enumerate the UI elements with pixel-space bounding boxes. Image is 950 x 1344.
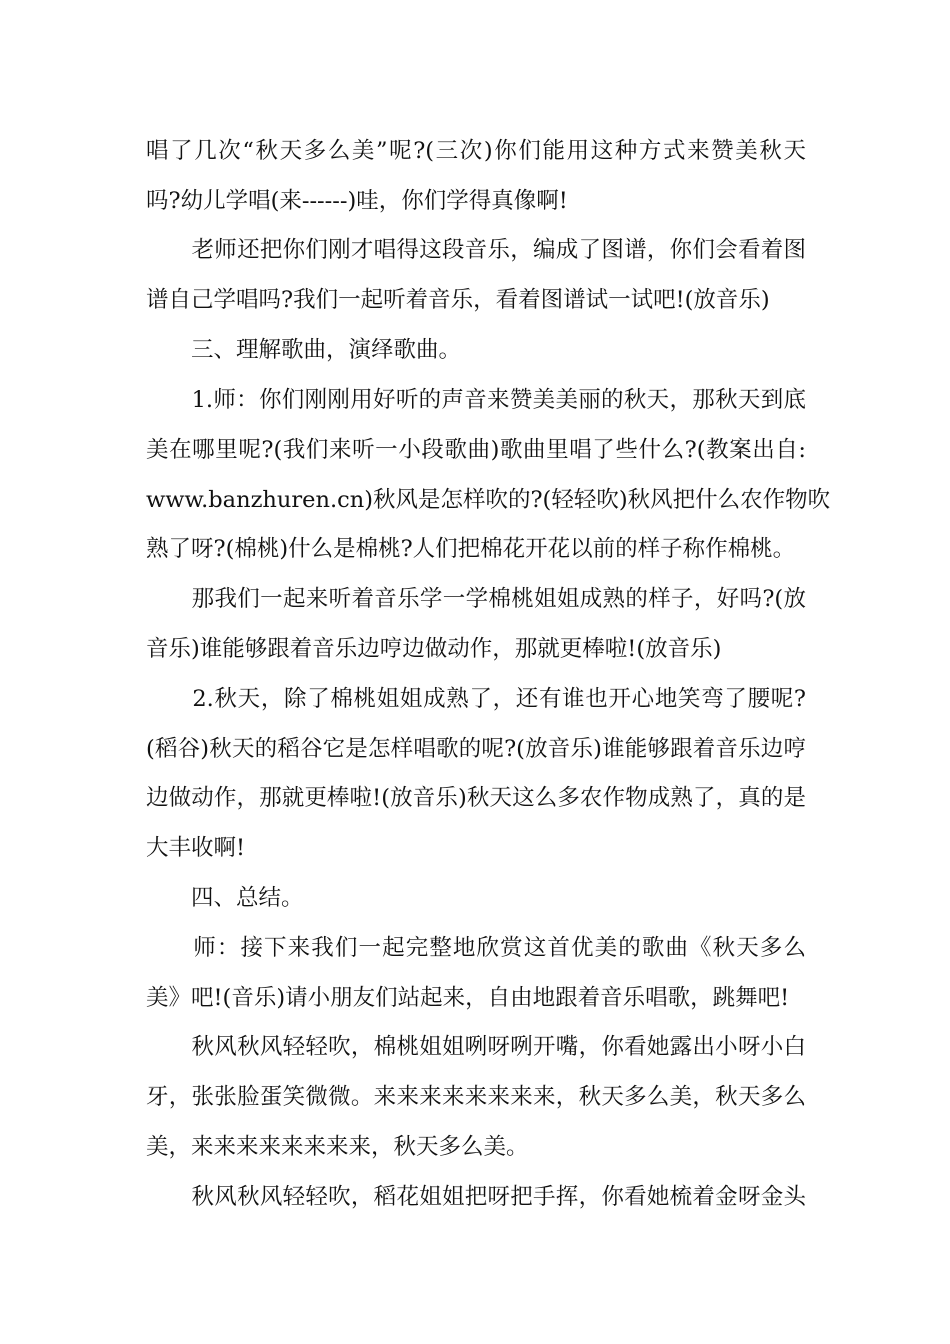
lyrics-line: 牙，张张脸蛋笑微微。来来来来来来来来，秋天多么美，秋天多么 — [146, 1084, 806, 1110]
body-text-line: 美在哪里呢?(我们来听一小段歌曲)歌曲里唱了些什么?(教案出自: — [146, 437, 806, 463]
body-text-line: (稻谷)秋天的稻谷它是怎样唱歌的呢?(放音乐)谁能够跟着音乐边哼 — [146, 736, 806, 762]
section-heading: 三、理解歌曲，演绎歌曲。 — [146, 337, 462, 363]
body-text-line: 唱了几次“秋天多么美”呢?(三次)你们能用这种方式来赞美秋天 — [146, 138, 806, 164]
body-text-line: 1.师：你们刚刚用好听的声音来赞美美丽的秋天，那秋天到底 — [146, 387, 806, 413]
lyrics-line: 秋风秋风轻轻吹，稻花姐姐把呀把手挥，你看她梳着金呀金头 — [146, 1184, 806, 1210]
lyrics-line: 美，来来来来来来来来，秋天多么美。 — [146, 1134, 529, 1160]
body-text-line: 美》吧!(音乐)请小朋友们站起来，自由地跟着音乐唱歌，跳舞吧! — [146, 985, 790, 1011]
body-text-line: 师：接下来我们一起完整地欣赏这首优美的歌曲《秋天多么 — [146, 935, 806, 961]
lyrics-line: 秋风秋风轻轻吹，棉桃姐姐咧呀咧开嘴，你看她露出小呀小白 — [146, 1034, 806, 1060]
section-heading: 四、总结。 — [146, 885, 304, 911]
body-text-line: 大丰收啊! — [146, 835, 246, 861]
body-text-line: 2.秋天，除了棉桃姐姐成熟了，还有谁也开心地笑弯了腰呢? — [146, 686, 806, 712]
body-text-line: 吗?幼儿学唱(来------)哇，你们学得真像啊! — [146, 188, 568, 214]
body-text-line: 音乐)谁能够跟着音乐边哼边做动作，那就更棒啦!(放音乐) — [146, 636, 722, 662]
body-text-line: 熟了呀?(棉桃)什么是棉桃?人们把棉花开花以前的样子称作棉桃。 — [146, 536, 796, 562]
body-text-line: 那我们一起来听着音乐学一学棉桃姐姐成熟的样子，好吗?(放 — [146, 586, 806, 612]
body-text-line: 谱自己学唱吗?我们一起听着音乐，看着图谱试一试吧!(放音乐) — [146, 287, 770, 313]
body-text-line: 老师还把你们刚才唱得这段音乐，编成了图谱，你们会看着图 — [146, 237, 806, 263]
body-text-line: www.banzhuren.cn)秋风是怎样吹的?(轻轻吹)秋风把什么农作物吹 — [146, 487, 831, 513]
body-text-line: 边做动作，那就更棒啦!(放音乐)秋天这么多农作物成熟了，真的是 — [146, 785, 806, 811]
